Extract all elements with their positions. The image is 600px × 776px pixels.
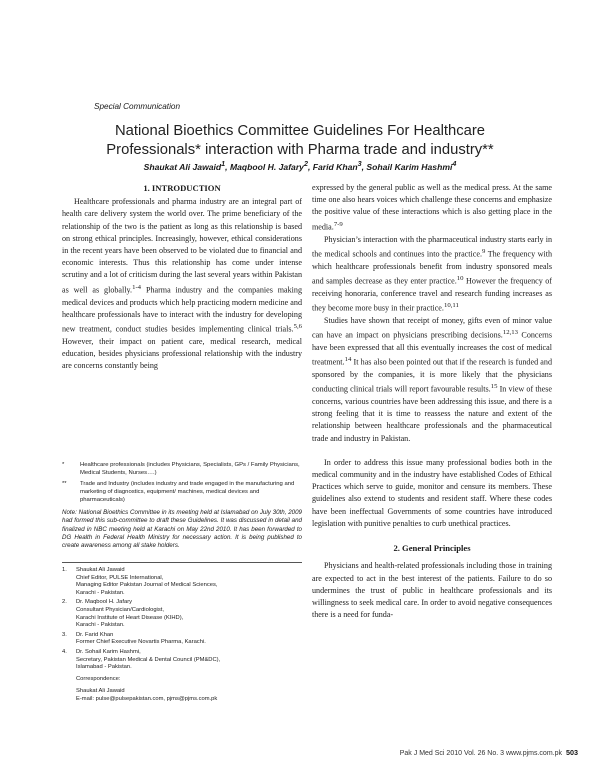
affiliation-divider: [62, 562, 302, 563]
footnotes: [62, 461, 302, 550]
body-paragraph: Physician’s interaction with the pharmaceutical industry starts early in the medical schools and continues into the practice.$^9$ The frequency with which healthcare professionals benefit from industry sponsored meals and samples decrease as they enter practice.$^{10}$ However the frequency of receiving honoraria, conference travel and research funding increases as they become more busy in their practice.$^{10,11}$: [312, 234, 552, 313]
article-title-line1: National Bioethics Committee Guidelines For Healthcare: [114, 123, 486, 139]
affiliation-item: 4. Dr. Sohail Karim Hashmi, Secretary, Pakistan Medical & Dental Council (PM&DC), Islamabad - Pakistan.: [62, 648, 221, 671]
author-name: Maqbool H. Jafary: [229, 161, 304, 172]
body-paragraph: expressed by the general public as well as the medical press. At the same time one also hears voices which challenge these concerns and emphasize the positive value of these interactions which is also getting place in the media.$^{7-9}$: [312, 183, 552, 232]
author-name: Shaukat Ali Jawaid: [143, 161, 222, 172]
section-heading-general-principles: 2. General Principles: [393, 543, 471, 554]
left-column: [62, 182, 302, 372]
article-category: Special Communication: [94, 102, 181, 111]
affiliation-item: 2. Dr. Maqbool H. Jafary Consultant Physician/Cardiologist, Karachi Institute of Heart Disease (KIHD), Karachi - Pakistan.: [62, 599, 184, 629]
page-footer: [400, 748, 578, 757]
intro-paragraph: Healthcare professionals and pharma industry are an integral part of health care delivery system the world over. The prime beneficiary of the relationship of the two is the patient as long as this relationship is based on strong ethical principles. Increasingly, however, ethical considerations in the recent years have been observed to be violated due to financial and economic interests. Thus this relationship has come under intense scrutiny and a lot of criticism during the last several years within Pakistan as well as globally.$^{1-4}$ Pharma industry and the companies making medical devices and products which help practicing modern medicine and healthcare professionals have to interact with the industry for developing new treatment, conduct studies besides implementing clinical trials.$^{5,6}$ However, their impact on patient care, medical research, medical education, besides physicians professional relationship with the industry are concerns constantly being: [62, 197, 302, 371]
article-title-line2: Professionals* interaction with Pharma trade and industry**: [106, 142, 494, 158]
journal-citation: Pak J Med Sci 2010 Vol. 26 No. 3 www.pjms.com.pk: [399, 750, 562, 757]
page-number: 503: [566, 748, 578, 757]
author-name: Farid Khan: [312, 161, 358, 172]
section-heading-introduction: 1. INTRODUCTION: [143, 183, 221, 193]
affiliations: [62, 567, 302, 704]
author-name: Sohail Karim Hashmi: [366, 161, 453, 172]
body-paragraph: Studies have shown that receipt of money, gifts even of minor value can have an impact on physicians prescribing decisions.$^{12,13}$ Concerns have been expressed that all this eventually increases the cost of medical treatment.$^{14}$ It has also been pointed out that if the research is funded and sponsored by the companies, it is more likely that the physicians conducting clinical trials will report favourable results.$^{15}$ In view of these concerns, various countries have been addressing this issue, and there is a strong feeling that it is time to reassess the nature and extent of the relationship between healthcare professionals and the pharmaceutical trade and industry in Pakistan.: [312, 315, 552, 443]
correspondence: Correspondence: Shaukat Ali Jawaid E-mail: pulse@pulsepakistan.com, pjms@pjms.com.pk: [62, 676, 302, 704]
author-list: Shaukat Ali Jawaid$^1$, Maqbool H. Jafary$^2$, Farid Khan$^3$, Sohail Karim Hashmi$^4$: [143, 160, 457, 172]
body-paragraph: Physicians and health-related professionals including those in training are expected to act in the best interest of the patients. Failure to do so undermines the trust of public in healthcare professionals and its willingness to seek medical care. In order to avoid negative consequences there is a need for funda-: [312, 561, 552, 620]
right-column: [312, 182, 552, 621]
affiliation-item: 1. Shaukat Ali Jawaid Chief Editor, PULSE International, Managing Editor Pakistan Journal of Medical Sciences, Karachi - Pakistan.: [62, 567, 218, 596]
footnote: * Healthcare professionals (includes Physicians, Specialists, GPs / Family Physicians, Medical Students, Nurses….): [62, 462, 300, 476]
footnote: ** Trade and Industry (includes industry and trade engaged in the manufacturing and marketing of diagnostics, equipment/ machines, medical devices and pharmaceuticals): [62, 481, 295, 503]
body-paragraph: In order to address this issue many professional bodies both in the medical community and in the industry have established Codes of Ethical Practices which serve to guide, monitor and censure its members. These guidelines also extend to students and resident staff. Where these codes have been ineffectual Governments of some countries have introduced legislation with punitive penalties to curb unethical practices.: [312, 457, 552, 528]
correspondence-email: E-mail: pulse@pulsepakistan.com, pjms@pjms.com.pk: [76, 695, 218, 702]
committee-note: Note: National Bioethics Committee in its meeting held at Islamabad on July 30th, 2009 had formed this sub-committee to draft these Guidelines. It was discussed in detail and finalized in NBC meeting held at Karachi on May 22nd 2010. It has been forwarded to DG Health in Federal Health Ministry for necessary action. It is being published to create awareness among all stake holders.: [62, 509, 302, 550]
affiliation-item: 3. Dr. Farid Khan Former Chief Executive Novartis Pharma, Karachi.: [62, 631, 206, 646]
